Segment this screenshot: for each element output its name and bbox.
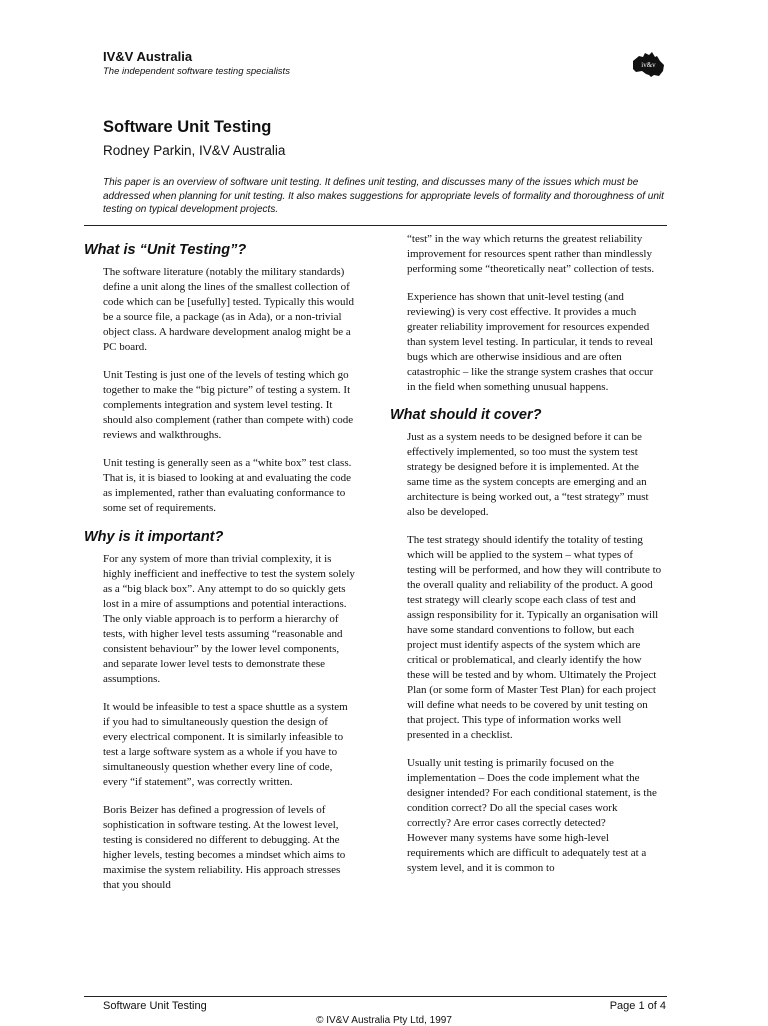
paragraph: Experience has shown that unit-level testing (and reviewing) is very cost effective. It provides a much greater reliability improvement for resources expended than system level testing. In particular, it tends to reveal bugs which are otherwise insidious and are often catastrophic – like the strange system crashes that occur in the field when something unusual happens. [407,291,654,393]
company-tagline: The independent software testing specialists [103,66,290,77]
footer-divider [84,996,667,997]
copyright-notice: © IV&V Australia Pty Ltd, 1997 [316,1015,452,1026]
footer-document-title: Software Unit Testing [103,1000,207,1012]
header-divider [84,225,667,226]
right-column [390,232,660,889]
paragraph: The software literature (notably the military standards) define a unit along the lines of the smallest collection of code which can be [usefully] tested. Typically this would be a source file, a package (as in Ada), or a non-trivial object class. A hardware development analog might be a PC board. [103,266,355,353]
section-heading-what-is: What is “Unit Testing”? [84,242,247,258]
paragraph: Just as a system needs to be designed before it can be effectively implemented, so too must the system test strategy be designed before it is implemented. At the same time as the system concepts are emerging and an architecture is being worked out, a “test strategy” must also be developed. [407,431,649,518]
paragraph: Unit testing is generally seen as a “white box” test class. That is, it is biased to looking at and evaluating the code as implemented, rather than evaluating conformance to some set of requirements. [103,457,352,514]
paragraph: Boris Beizer has defined a progression of levels of sophistication in software testing. At the lowest level, testing is considered no different to debugging. At the higher levels, testing becomes a mindset which aims to maximise the system reliability. His approach stresses that you should [103,804,346,891]
left-column [84,232,354,906]
author-line: Rodney Parkin, IV&V Australia [103,143,286,158]
section-heading-why: Why is it important? [84,529,224,545]
section-heading-cover: What should it cover? [390,407,542,423]
paragraph: Unit Testing is just one of the levels of testing which go together to make the “big picture” of testing a system. It complements integration and system level testing. It should also complement (rather than compete with) code reviews and walkthroughs. [103,369,354,441]
footer-page-number: Page 1 of 4 [609,1000,666,1012]
paragraph: It would be infeasible to test a space shuttle as a system if you had to simultaneously question the design of every electrical component. It is similarly infeasible to test a large software system as a whole if you have to simultaneously question whether every line of code, every “if statement”, was correctly written. [103,701,348,788]
paragraph: The test strategy should identify the totality of testing which will be applied to the system – what types of testing will be performed, and how they will contribute to the overall quality and reliability of the product. A good test strategy will clearly scope each class of test and assign responsibility for it. Typically an organisation will have some standard conventions to follow, but each project must identify aspects of the system which are critical or problematical, and clearly identify the how these will be tested and by whom. Ultimately the Project Plan (or some form of Master Test Plan) for each project will define what needs to be covered by unit testing on that project. This type of information works well presented in a checklist. [407,534,662,741]
paragraph: “test” in the way which returns the greatest reliability improvement for resources spent rather than mindlessly performing some “theoretically neat” collection of tests. [407,233,655,275]
paragraph: Usually unit testing is primarily focused on the implementation – Does the code implement what the designer intended? For each conditional statement, is the condition correct? Do all the special cases work correctly? Are error cases correctly detected? [407,757,657,829]
company-name: IV&V Australia [103,49,193,64]
paragraph: However many systems have some high-level requirements which are difficult to adequately test at a system level, and it is common to [407,832,647,874]
logo-text: iv&v [641,61,656,69]
page-title: Software Unit Testing [103,118,272,136]
australia-map-logo-icon [630,50,668,80]
abstract: This paper is an overview of software unit testing. It defines unit testing, and discusses many of the issues which must be addressed when planning for unit testing. It also makes suggestions for appropriate levels of formality and thoroughness of unit testing on typical development projects. [103,177,664,215]
paragraph: For any system of more than trivial complexity, it is highly inefficient and ineffective to test the system solely as a “big black box”. Any attempt to do so quickly gets lost in a mire of assumptions and potential interactions. The only viable approach is to perform a hierarchy of tests, with higher level tests assuming “reasonable and consistent behaviour” by the lower level components, and separate lower level tests to demonstrate these assumptions. [103,553,355,685]
